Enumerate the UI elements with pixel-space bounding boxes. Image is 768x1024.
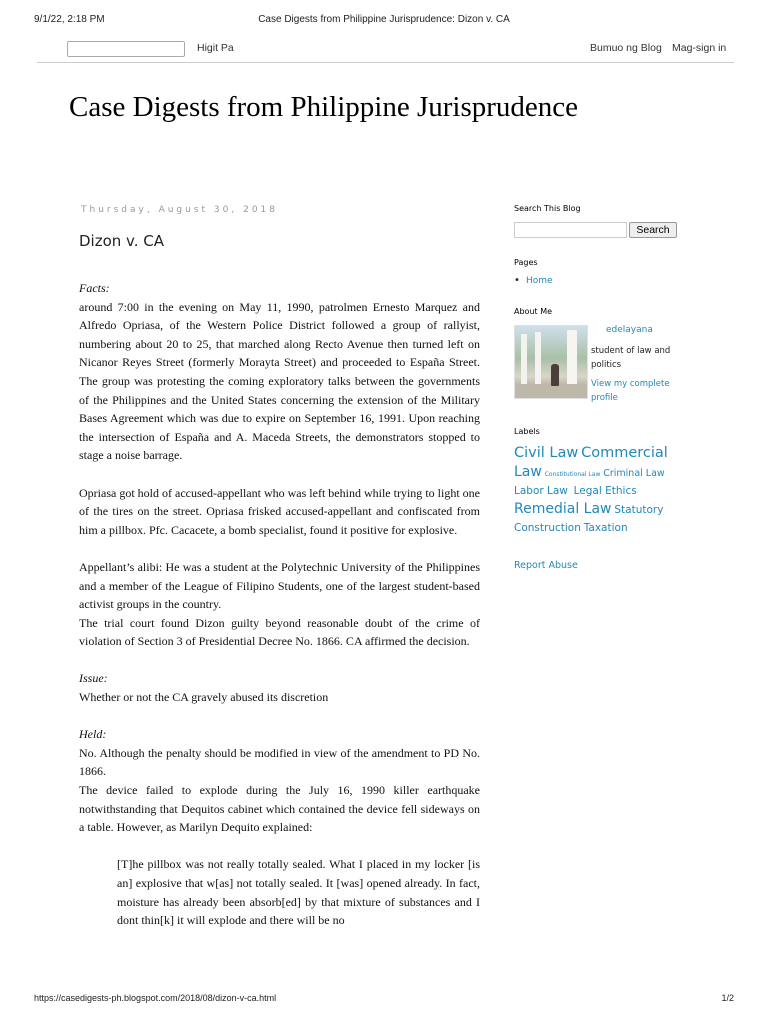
- paragraph-alibi: Appellant’s alibi: He was a student at the Polytechnic University of the Philippines and a member of the League of Filipino Students, one of the largest student-based activist groups in the country.: [79, 559, 480, 612]
- pages-item-home[interactable]: [514, 276, 679, 286]
- navbar-search-input[interactable]: [67, 41, 185, 57]
- navbar-more-button[interactable]: Higit Pa: [197, 42, 234, 54]
- label-labor-law[interactable]: Labor Law: [514, 485, 568, 497]
- label-criminal-law[interactable]: Criminal Law: [603, 468, 665, 479]
- sidebar-search: [514, 222, 679, 238]
- sidebar-search-input[interactable]: [514, 222, 627, 238]
- sidebar: [514, 204, 679, 571]
- held-text-2: The device failed to explode during the July 16, 1990 killer earthquake notwithstanding that Dequitos cabinet which contained the device fell sideways on a table. However, as Marilyn Dequito explained:: [79, 783, 480, 835]
- view-profile-link[interactable]: View my complete profile: [591, 379, 670, 403]
- print-doc-title: Case Digests from Philippine Jurisprudence: Dizon v. CA: [258, 14, 510, 25]
- quote-block: [T]he pillbox was not really totally sealed. What I placed in my locker [is an] explosive that w[as] not totally sealed. It [was] opened already. In fact, moisture has already been absorb[ed] by that mixture of substances and I dont thin[k] it will explode and there will be no: [117, 857, 480, 928]
- label-legal-ethics[interactable]: Legal Ethics: [573, 485, 637, 497]
- post-body: [79, 279, 480, 930]
- facts-text: around 7:00 in the evening on May 11, 1990, patrolmen Ernesto Marquez and Alfredo Opriasa, of the Western Police District followed a group of rallyist, numbering about 20 to 25, that marched along Recto Avenue then turned left on Nicanor Reyes Street (formerly Morayta Street) and proceeded to España Street. The group was protesting the coming exploratory talks between the governments of the Philippines and the United States concerning the extension of the Military Bases Agreement which was due to expire on September 16, 1991. Upon reaching the intersection of España and A. Maceda Streets, the demonstrators stopped to stage a noise barrage.: [79, 299, 480, 463]
- pages-list: [514, 276, 679, 286]
- post-date: Thursday, August 30, 2018: [81, 205, 279, 215]
- label-commercial-law[interactable]: Law: [514, 464, 542, 480]
- issue-section: [79, 669, 480, 706]
- label-taxation[interactable]: Taxation: [583, 522, 628, 534]
- pages-item-label[interactable]: Home: [526, 276, 553, 286]
- held-section: [79, 725, 480, 837]
- profile-photo[interactable]: [514, 325, 588, 399]
- search-widget-title: Search This Blog: [514, 204, 581, 213]
- label-statutory[interactable]: Statutory: [614, 504, 664, 516]
- paragraph-trial: The trial court found Dizon guilty beyond reasonable doubt of the crime of violation of Section 3 of Presidential Decree No. 1866. CA affirmed the decision.: [79, 615, 480, 649]
- held-text-1: No. Although the penalty should be modified in view of the amendment to PD No. 1866.: [79, 745, 480, 779]
- pages-widget-title: Pages: [514, 258, 538, 267]
- blogger-navbar: [37, 38, 734, 63]
- alibi-block: [79, 558, 480, 651]
- sidebar-search-button[interactable]: Search: [629, 222, 677, 238]
- issue-text: Whether or not the CA gravely abused its discretion: [79, 690, 329, 705]
- print-url: https://casedigests-ph.blogspot.com/2018/08/dizon-v-ca.html: [34, 993, 277, 1003]
- label-remedial-law[interactable]: Remedial Law: [514, 501, 612, 517]
- label-commercial[interactable]: Commercial: [581, 445, 668, 461]
- profile-description: student of law and politics: [591, 346, 671, 370]
- about-me: [514, 325, 679, 405]
- label-constitutional-law[interactable]: Constitutional Law: [544, 471, 601, 478]
- post-title[interactable]: Dizon v. CA: [79, 232, 165, 250]
- label-civil-law[interactable]: Civil Law: [514, 445, 579, 461]
- print-datetime: 9/1/22, 2:18 PM: [34, 14, 105, 25]
- paragraph-arrest: Opriasa got hold of accused-appellant who was left behind while trying to light one of the tires on the street. Opriasa frisked accused-appellant and confiscated from him a pillbox. Pfc. Cacacete, a bomb specialist, found it positive for explosive.: [79, 485, 480, 537]
- label-construction[interactable]: Construction: [514, 522, 581, 534]
- facts-section: [79, 279, 480, 465]
- issue-label: Issue:: [79, 671, 108, 686]
- profile-name-link[interactable]: edelayana: [606, 325, 653, 335]
- facts-label: Facts:: [79, 281, 110, 295]
- labels-cloud: [514, 445, 679, 538]
- print-page-number: 1/2: [721, 993, 734, 1003]
- about-widget-title: About Me: [514, 307, 553, 316]
- labels-widget-title: Labels: [514, 427, 540, 436]
- held-label: Held:: [79, 727, 107, 742]
- report-abuse-link[interactable]: Report Abuse: [514, 560, 578, 571]
- create-blog-link[interactable]: Bumuo ng Blog: [590, 42, 662, 54]
- blog-title[interactable]: Case Digests from Philippine Jurisprudence: [69, 91, 579, 123]
- sign-in-link[interactable]: Mag-sign in: [672, 42, 727, 54]
